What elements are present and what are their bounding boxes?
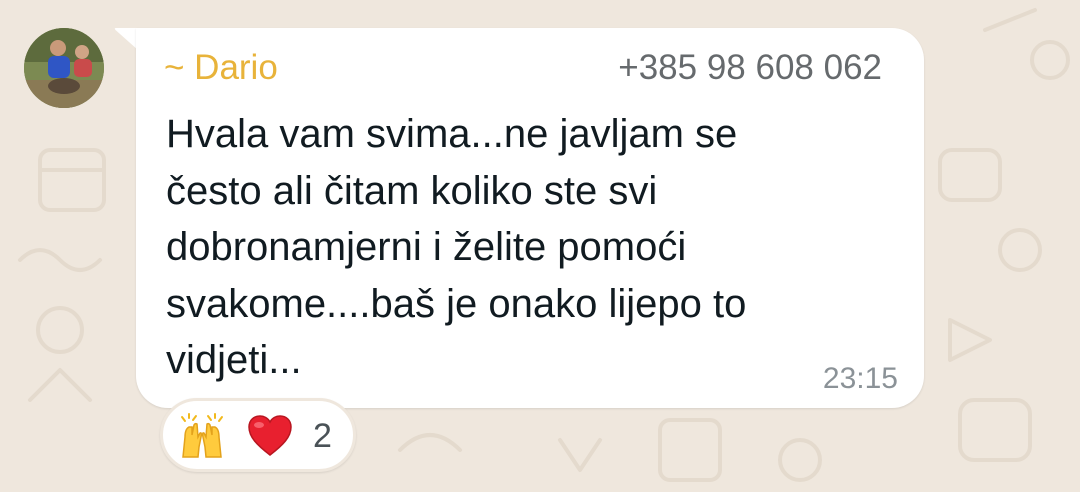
message-line: vidjeti... [166, 338, 302, 382]
message-line: svakome....baš je onako lijepo to [166, 281, 747, 326]
message-line: dobronamjerni i želite pomoći [166, 225, 687, 269]
reaction-count: 2 [313, 417, 332, 455]
message-line: često ali čitam koliko ste svi [166, 168, 658, 213]
message-bubble[interactable] [136, 28, 924, 408]
reactions-pill[interactable] [160, 398, 356, 472]
message-timestamp: 23:15 [822, 362, 898, 395]
message-line: Hvala vam svima...ne javljam se [166, 112, 738, 156]
bubble-tail [114, 28, 138, 50]
raising-hands-icon [179, 413, 225, 459]
red-heart-icon [247, 413, 293, 459]
message-text [166, 106, 886, 389]
sender-name[interactable]: ~ Dario [164, 48, 278, 87]
avatar-photo [24, 28, 104, 108]
sender-phone: +385 98 608 062 [618, 48, 882, 87]
sender-avatar[interactable] [24, 28, 104, 108]
